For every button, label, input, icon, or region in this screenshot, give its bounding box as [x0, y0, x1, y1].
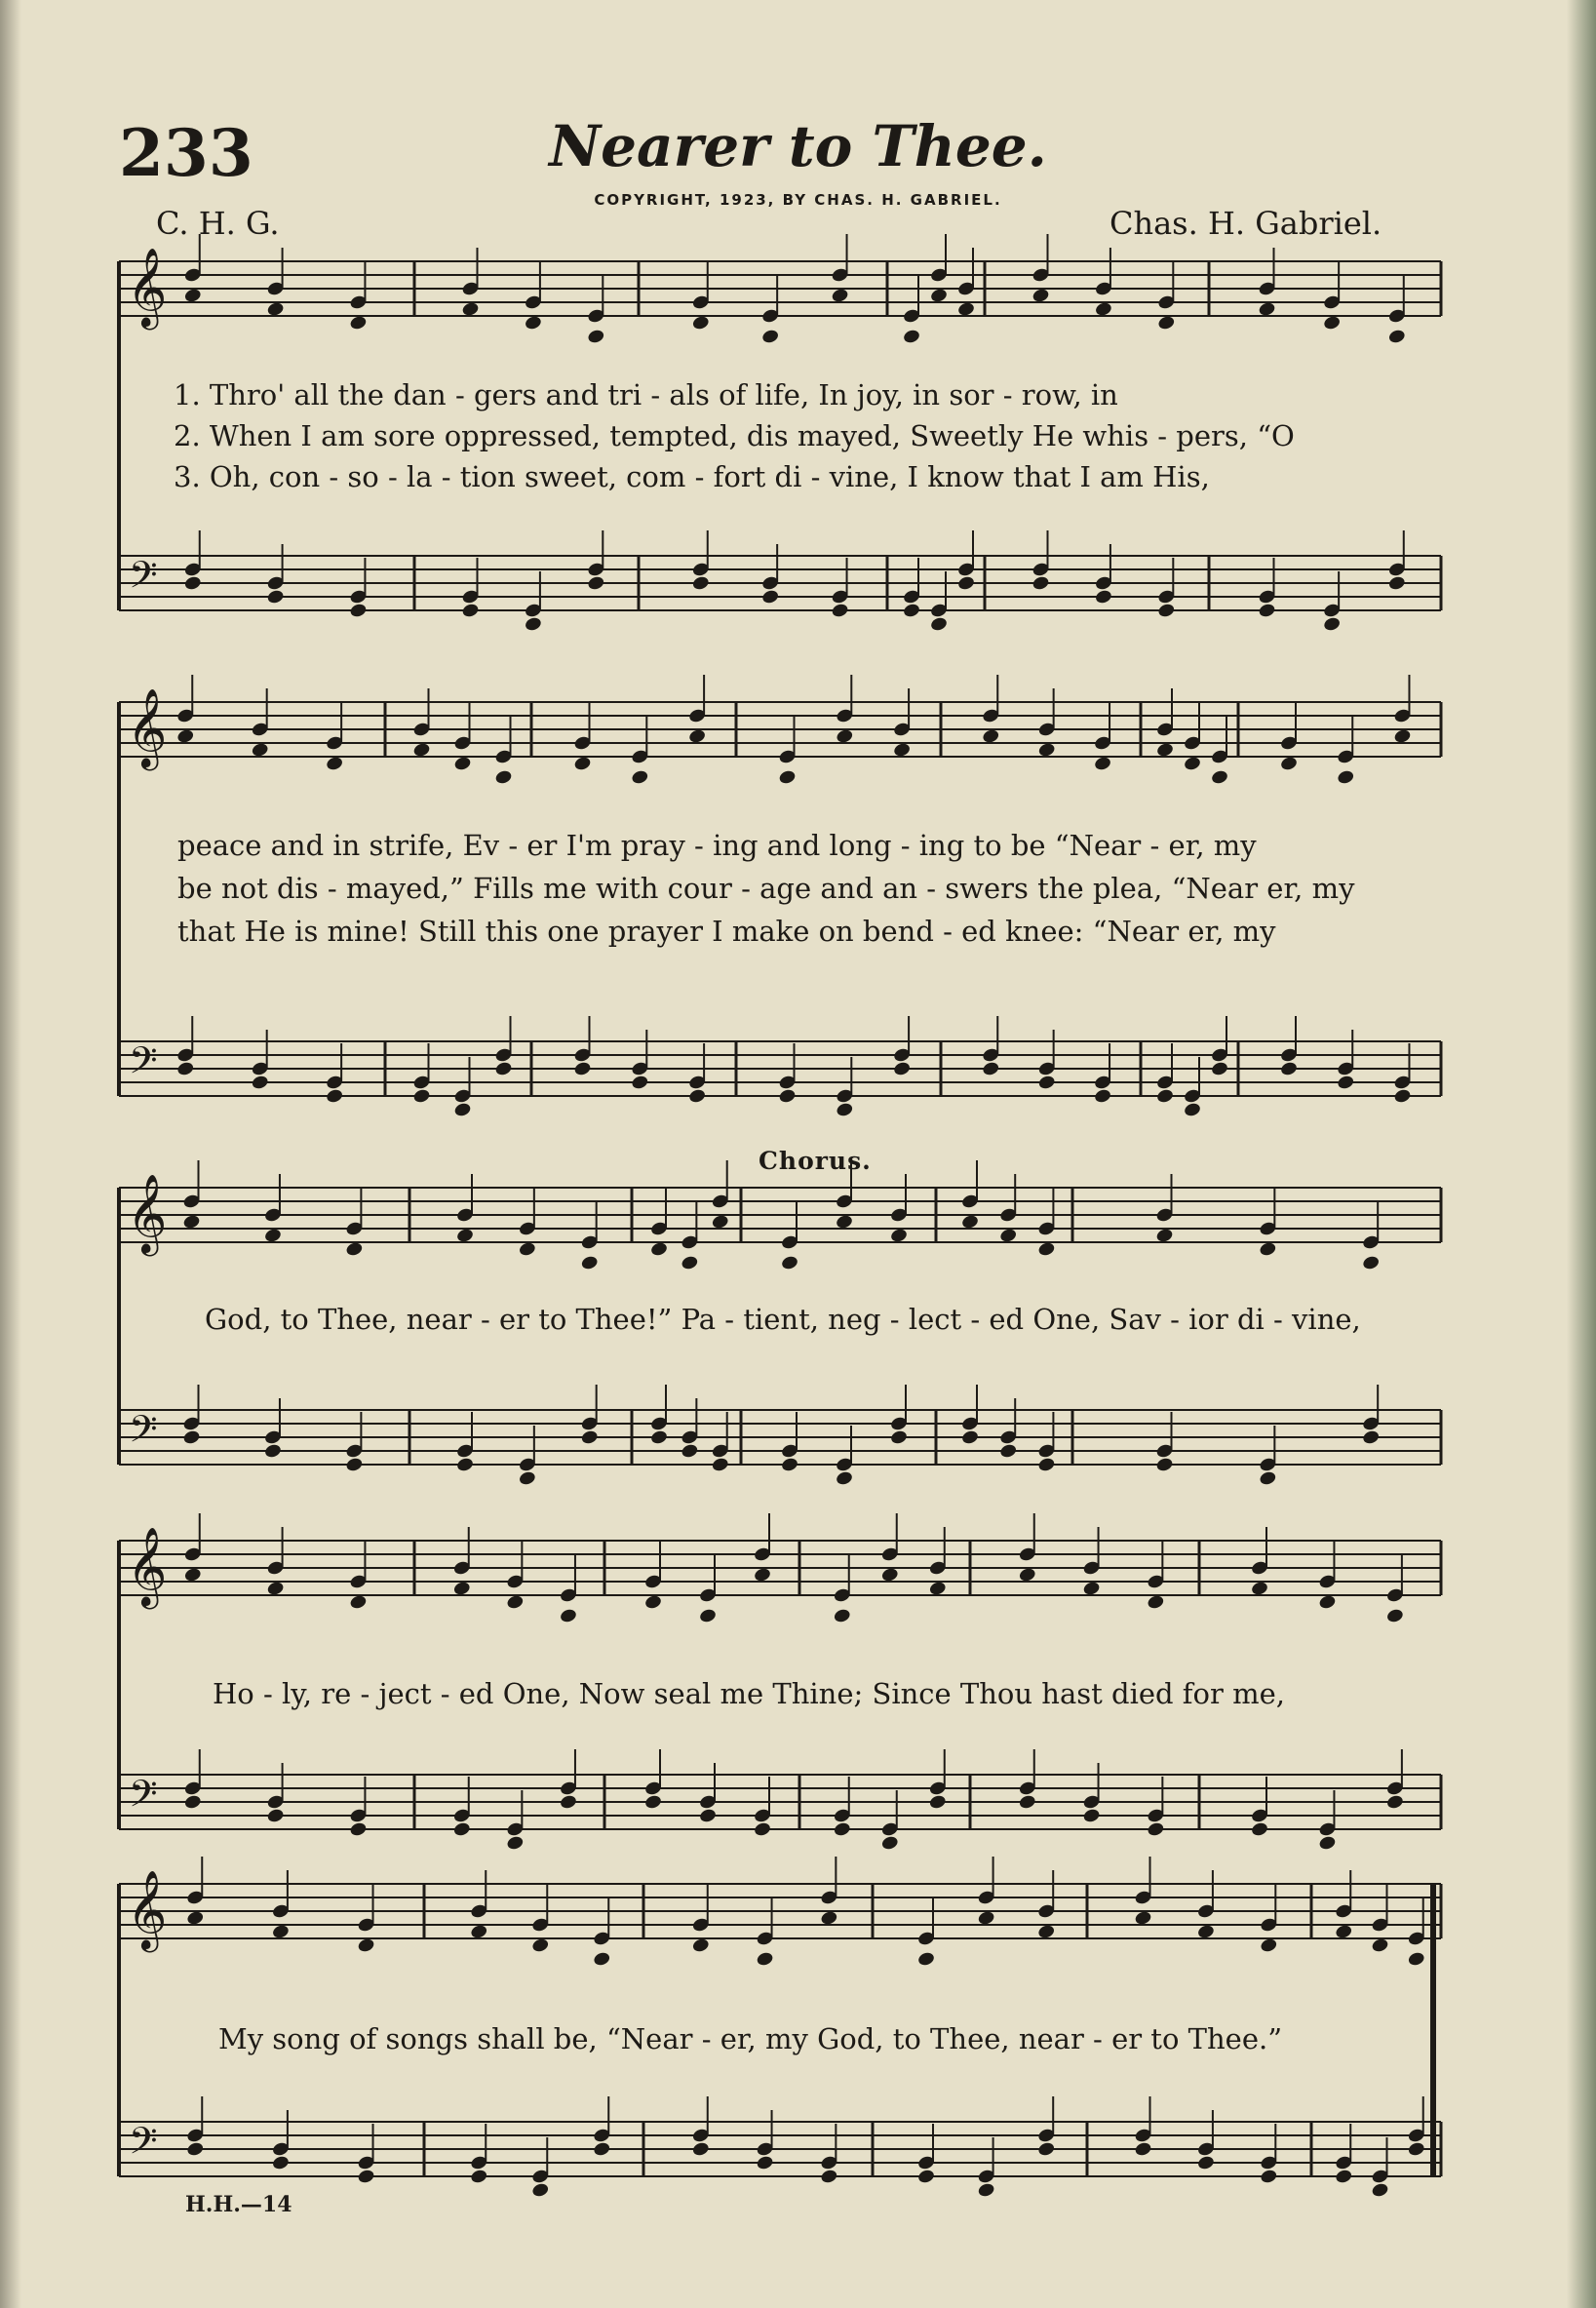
- page-footer: H.H.—14: [185, 2192, 292, 2217]
- svg-text:𝄞: 𝄞: [127, 1869, 168, 1949]
- verse-1-line-2: peace and in strife, Ev - er I'm pray - ing and long - ing to be “Near - er, my: [177, 829, 1257, 862]
- verse-2-line-1: 2. When I am sore oppressed, tempted, dis mayed, Sweetly He whis - pers, “O: [174, 419, 1295, 452]
- staff-systems: [119, 234, 1441, 2198]
- verse-3-line-1: 3. Oh, con - so - la - tion sweet, com - fort di - vine, I know that I am His,: [174, 460, 1210, 493]
- svg-text:𝄢: 𝄢: [129, 1772, 158, 1824]
- chorus-label: Chorus.: [759, 1147, 872, 1175]
- svg-text:𝄢: 𝄢: [129, 2119, 158, 2171]
- svg-text:𝄞: 𝄞: [127, 1173, 168, 1253]
- hymn-number: 233: [119, 115, 253, 191]
- verse-3-line-2: that He is mine! Still this one prayer I make on bend - ed knee: “Near er, my: [177, 915, 1276, 948]
- music-credit: Chas. H. Gabriel.: [1109, 205, 1382, 242]
- svg-text:𝄢: 𝄢: [129, 553, 158, 606]
- hymn-title: Nearer to Thee.: [549, 113, 1047, 179]
- svg-text:𝄞: 𝄞: [127, 1526, 168, 1606]
- svg-text:𝄢: 𝄢: [129, 1038, 158, 1091]
- chorus-line-3: My song of songs shall be, “Near - er, my God, to Thee, near - er to Thee.”: [218, 2022, 1283, 2055]
- words-credit: C. H. G.: [156, 205, 280, 242]
- svg-text:𝄞: 𝄞: [127, 687, 168, 767]
- svg-text:𝄢: 𝄢: [129, 1407, 158, 1460]
- copyright-notice: COPYRIGHT, 1923, BY CHAS. H. GABRIEL.: [594, 191, 1002, 209]
- verse-1-line-1: 1. Thro' all the dan - gers and tri - als of life, In joy, in sor - row, in: [174, 378, 1118, 411]
- chorus-line-1: God, to Thee, near - er to Thee!” Pa - tient, neg - lect - ed One, Sav - ior di - vine,: [205, 1303, 1361, 1336]
- verse-2-line-2: be not dis - mayed,” Fills me with cour - age and an - swers the plea, “Near er, my: [177, 872, 1355, 905]
- svg-text:𝄞: 𝄞: [127, 247, 168, 327]
- chorus-line-2: Ho - ly, re - ject - ed One, Now seal me Thine; Since Thou hast died for me,: [213, 1677, 1285, 1710]
